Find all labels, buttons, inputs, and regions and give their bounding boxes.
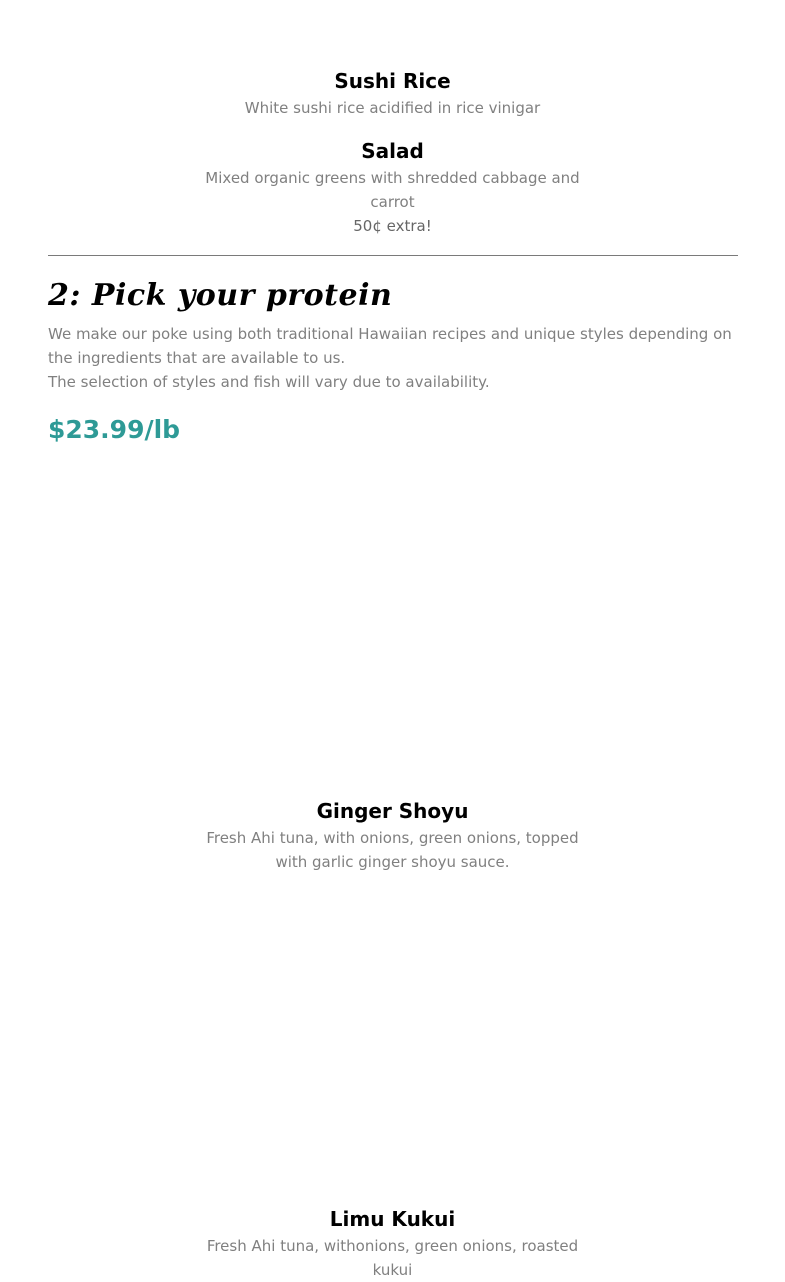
- item-title: Sushi Rice: [334, 69, 451, 93]
- item-extra-note: 50¢ extra!: [353, 217, 432, 235]
- section-intro-text: The selection of styles and fish will vary due to availability.: [48, 373, 490, 391]
- item-description: Fresh Ahi tuna, with onions, green onions, topped with garlic ginger shoyu sauce.: [206, 829, 579, 871]
- protein-item-limu-kukui: [0, 1206, 785, 1282]
- section-intro-text: We make our poke using both traditional Hawaiian recipes and unique styles depending on the ingredients that are available to us.: [48, 325, 732, 367]
- item-title: Salad: [361, 139, 424, 163]
- item-title: Limu Kukui: [329, 1207, 456, 1231]
- protein-image-placeholder: [243, 470, 543, 770]
- protein-image-placeholder: [243, 886, 543, 1186]
- base-option-salad: [0, 138, 785, 238]
- item-title: Ginger Shoyu: [316, 799, 469, 823]
- base-option-sushi-rice: [0, 68, 785, 120]
- section-divider: [48, 255, 738, 256]
- section-heading: 2: Pick your protein: [48, 278, 393, 313]
- item-description: White sushi rice acidified in rice vinigar: [244, 99, 541, 117]
- item-description: Mixed organic greens with shredded cabbage and carrot: [205, 169, 580, 211]
- price-per-pound: $23.99/lb: [48, 415, 181, 444]
- item-description: Fresh Ahi tuna, withonions, green onions, roasted kukui: [206, 1237, 579, 1279]
- section-intro: [48, 322, 738, 394]
- protein-item-ginger-shoyu: [0, 798, 785, 874]
